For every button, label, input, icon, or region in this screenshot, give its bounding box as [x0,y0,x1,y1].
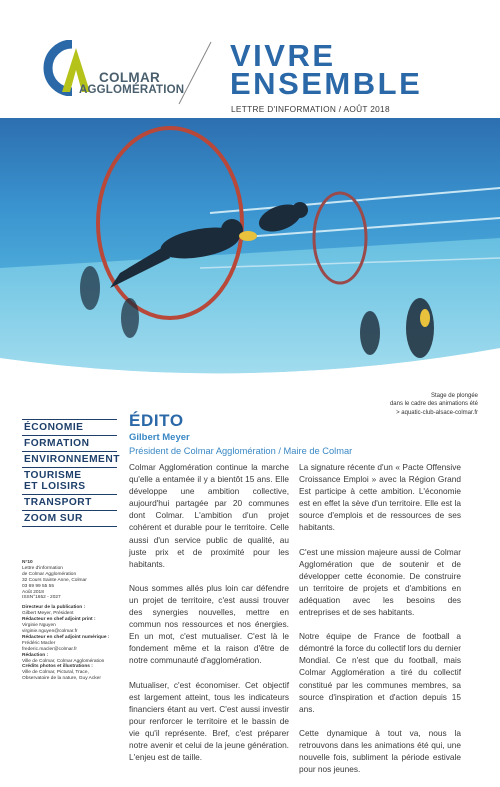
edito-paragraph: Cette dynamique à tout va, nous la retrouvons dans les animations été qui, une nouvelle fois, subliment la période estivale pour nos jeunes. [299,727,461,775]
imprint-line: de Colmar Agglomération [22,571,77,577]
header-divider [175,40,215,106]
imprint-email[interactable]: frederic.macler@colmar.fr [22,646,77,652]
edito-paragraph: Colmar Agglomération continue la marche qu'elle a entamée il y a bientôt 15 ans. Elle développe une ambition collective, aujourd'hui partagée par 20 communes dont Colmar. L'ambition d'un projet cohérent et durable pour le territoire. Celle aussi d'un service public de qualité, au juste prix et de proximité pour les habitants. [129,462,289,569]
nav-item-environnement[interactable]: ENVIRONNEMENT [22,451,117,467]
section-nav [22,419,120,527]
imprint-line: Virginie Nguyen [22,623,56,629]
photo-caption [390,392,478,417]
imprint-label: Rédacteur en chef adjoint print : [22,617,96,623]
edito-paragraph: La signature récente d'un « Pacte Offensive Croissance Emploi » avec la Région Grand Est participe à cette ambition. L'économie est en effet la sève d'un territoire. Elle est la source d'emplois et de ressources de ses habitants. [299,462,461,533]
imprint-line: Ville de Colmar, Pictural, Trace, [22,670,89,676]
imprint-label: Rédacteur en chef adjoint numérique : [22,634,110,640]
imprint-label: Crédits photos et illustrations : [22,664,93,670]
newsletter-title-line2: ENSEMBLE [230,66,423,101]
caption-line: dans le cadre des animations été [389,401,478,408]
edito-paragraph: C'est une mission majeure aussi de Colmar Agglomération que de soutenir et de développer cette économie. De construire un territoire de projets et d'ambitions en adéquation avec les besoins des entreprises et de ses habitants. [299,546,461,618]
imprint-block [22,560,122,682]
edito-column-2 [299,461,461,787]
imprint-email[interactable]: virginie.nguyen@colmar.fr [22,628,78,634]
imprint-line: Gilbert Meyer, Président [22,611,74,617]
logo-line1: COLMAR [99,70,161,85]
caption-link[interactable]: > aquatic-club-alsace-colmar.fr [396,409,478,416]
nav-item-transport[interactable]: TRANSPORT [22,494,117,510]
edito-paragraph: Mutualiser, c'est économiser. Cet objectif est largement atteint, tous les indicateurs financiers étant au vert. C'est aussi investir pour renforcer le territoire et le bassin de vie qu'il représente. Bref, c'est préparer notre avenir et celui de la jeune génération. L'enjeu est de taille. [129,679,289,763]
imprint-line: Lettre d'information [22,565,63,571]
imprint-line: 03 69 99 55 55 [22,583,55,589]
nav-item-tourisme-loisirs[interactable] [22,467,117,494]
newsletter-subtitle: LETTRE D'INFORMATION / AOÛT 2018 [231,104,390,114]
imprint-line: ISSN°1652 - 2027 [22,595,61,601]
nav-item-label: ET LOISIRS [24,481,86,492]
edito-author-role: Président de Colmar Agglomération / Maire de Colmar [129,446,353,456]
imprint-line: Ville de Colmar, Colmar Agglomération [22,658,105,664]
edito-column-1 [129,461,289,775]
edito-author: Gilbert Meyer [129,432,190,443]
nav-item-formation[interactable]: FORMATION [22,435,117,451]
logo-line2: AGGLOMÉRATION [79,84,185,96]
imprint-label: Directeur de la publication : [22,605,86,611]
imprint-line: Frédéric Macler [22,640,56,646]
edito-paragraph: Notre équipe de France de football a démontré la force du collectif lors du dernier Mondial. Ce n'est que du football, mais Colmar Agglomération a tiré du collectif constitué par les communes membres, sa source d'inspiration et d'action depuis 15 ans. [299,631,461,714]
issue-number: N°10 [22,560,33,565]
nav-item-label: TOURISME [24,470,82,481]
edito-paragraph: Nous sommes allés plus loin car défendre un projet de territoire, c'est aussi trouver des synergies nouvelles, mettre en commun nos ressources et nos énergies. En un mot, c'est mutualiser. C'est là le fondement même et la raison d'être de notre communauté d'agglomération. [129,582,289,666]
nav-item-economie[interactable]: ÉCONOMIE [22,419,117,435]
hero-photo-divers [0,118,500,388]
edito-heading: ÉDITO [129,411,184,430]
nav-item-zoom-sur[interactable]: ZOOM SUR [22,510,117,527]
imprint-line: Observatoire de la nature, Guy Acker [22,676,101,682]
caption-line: Stage de plongée [430,393,478,399]
imprint-label: Rédaction : [22,652,49,658]
imprint-line: Août 2018 [22,589,44,595]
newsletter-title-line1: VIVRE [230,38,336,73]
imprint-line: 32 Cours Sainte Anne, Colmar [22,577,87,583]
